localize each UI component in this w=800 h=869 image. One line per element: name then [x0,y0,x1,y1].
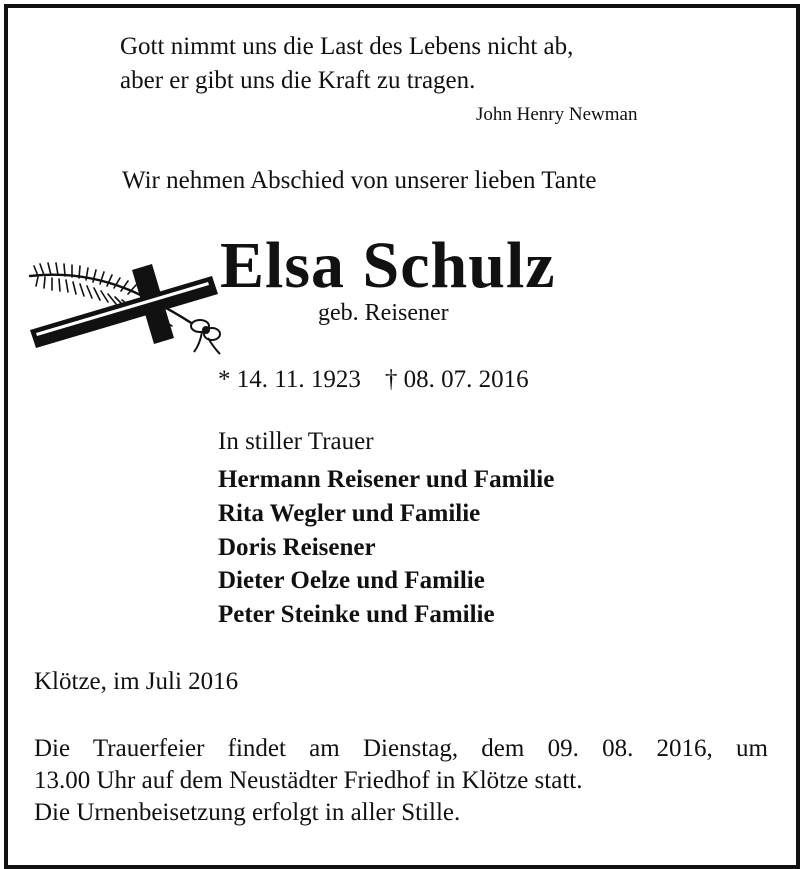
birth-name: geb. Reisener [318,300,449,326]
quote-line-1: Gott nimmt uns die Last des Lebens nicht ab, [120,33,574,60]
mourning-heading: In stiller Trauer [218,428,374,455]
life-dates [218,366,529,394]
death-date: † 08. 07. 2016 [384,366,529,393]
mourner-name: Dieter Oelze und Familie [218,567,485,594]
quote-line-2: aber er gibt uns die Kraft zu tragen. [120,67,476,94]
ceremony-line-3: Die Urnenbeisetzung erfolgt in aller Stille. [34,799,461,826]
birth-date: * 14. 11. 1923 [218,366,361,393]
mourner-name: Rita Wegler und Familie [218,500,481,527]
ceremony-line-1: Die Trauerfeier findet am Dienstag, dem 09. 08. 2016, um [34,735,768,762]
mourner-name: Hermann Reisener und Familie [218,466,555,493]
ceremony-info [34,733,768,829]
place-and-date: Klötze, im Juli 2016 [34,668,239,695]
cross-with-palm-branch-icon [24,240,224,360]
intro-text: Wir nehmen Abschied von unserer lieben Tante [122,167,597,194]
mourner-name: Peter Steinke und Familie [218,601,495,628]
deceased-name: Elsa Schulz [220,229,556,302]
quote-author: John Henry Newman [476,104,638,125]
ceremony-line-2: 13.00 Uhr auf dem Neustädter Friedhof in Klötze statt. [34,767,583,794]
mourner-name: Doris Reisener [218,534,376,561]
